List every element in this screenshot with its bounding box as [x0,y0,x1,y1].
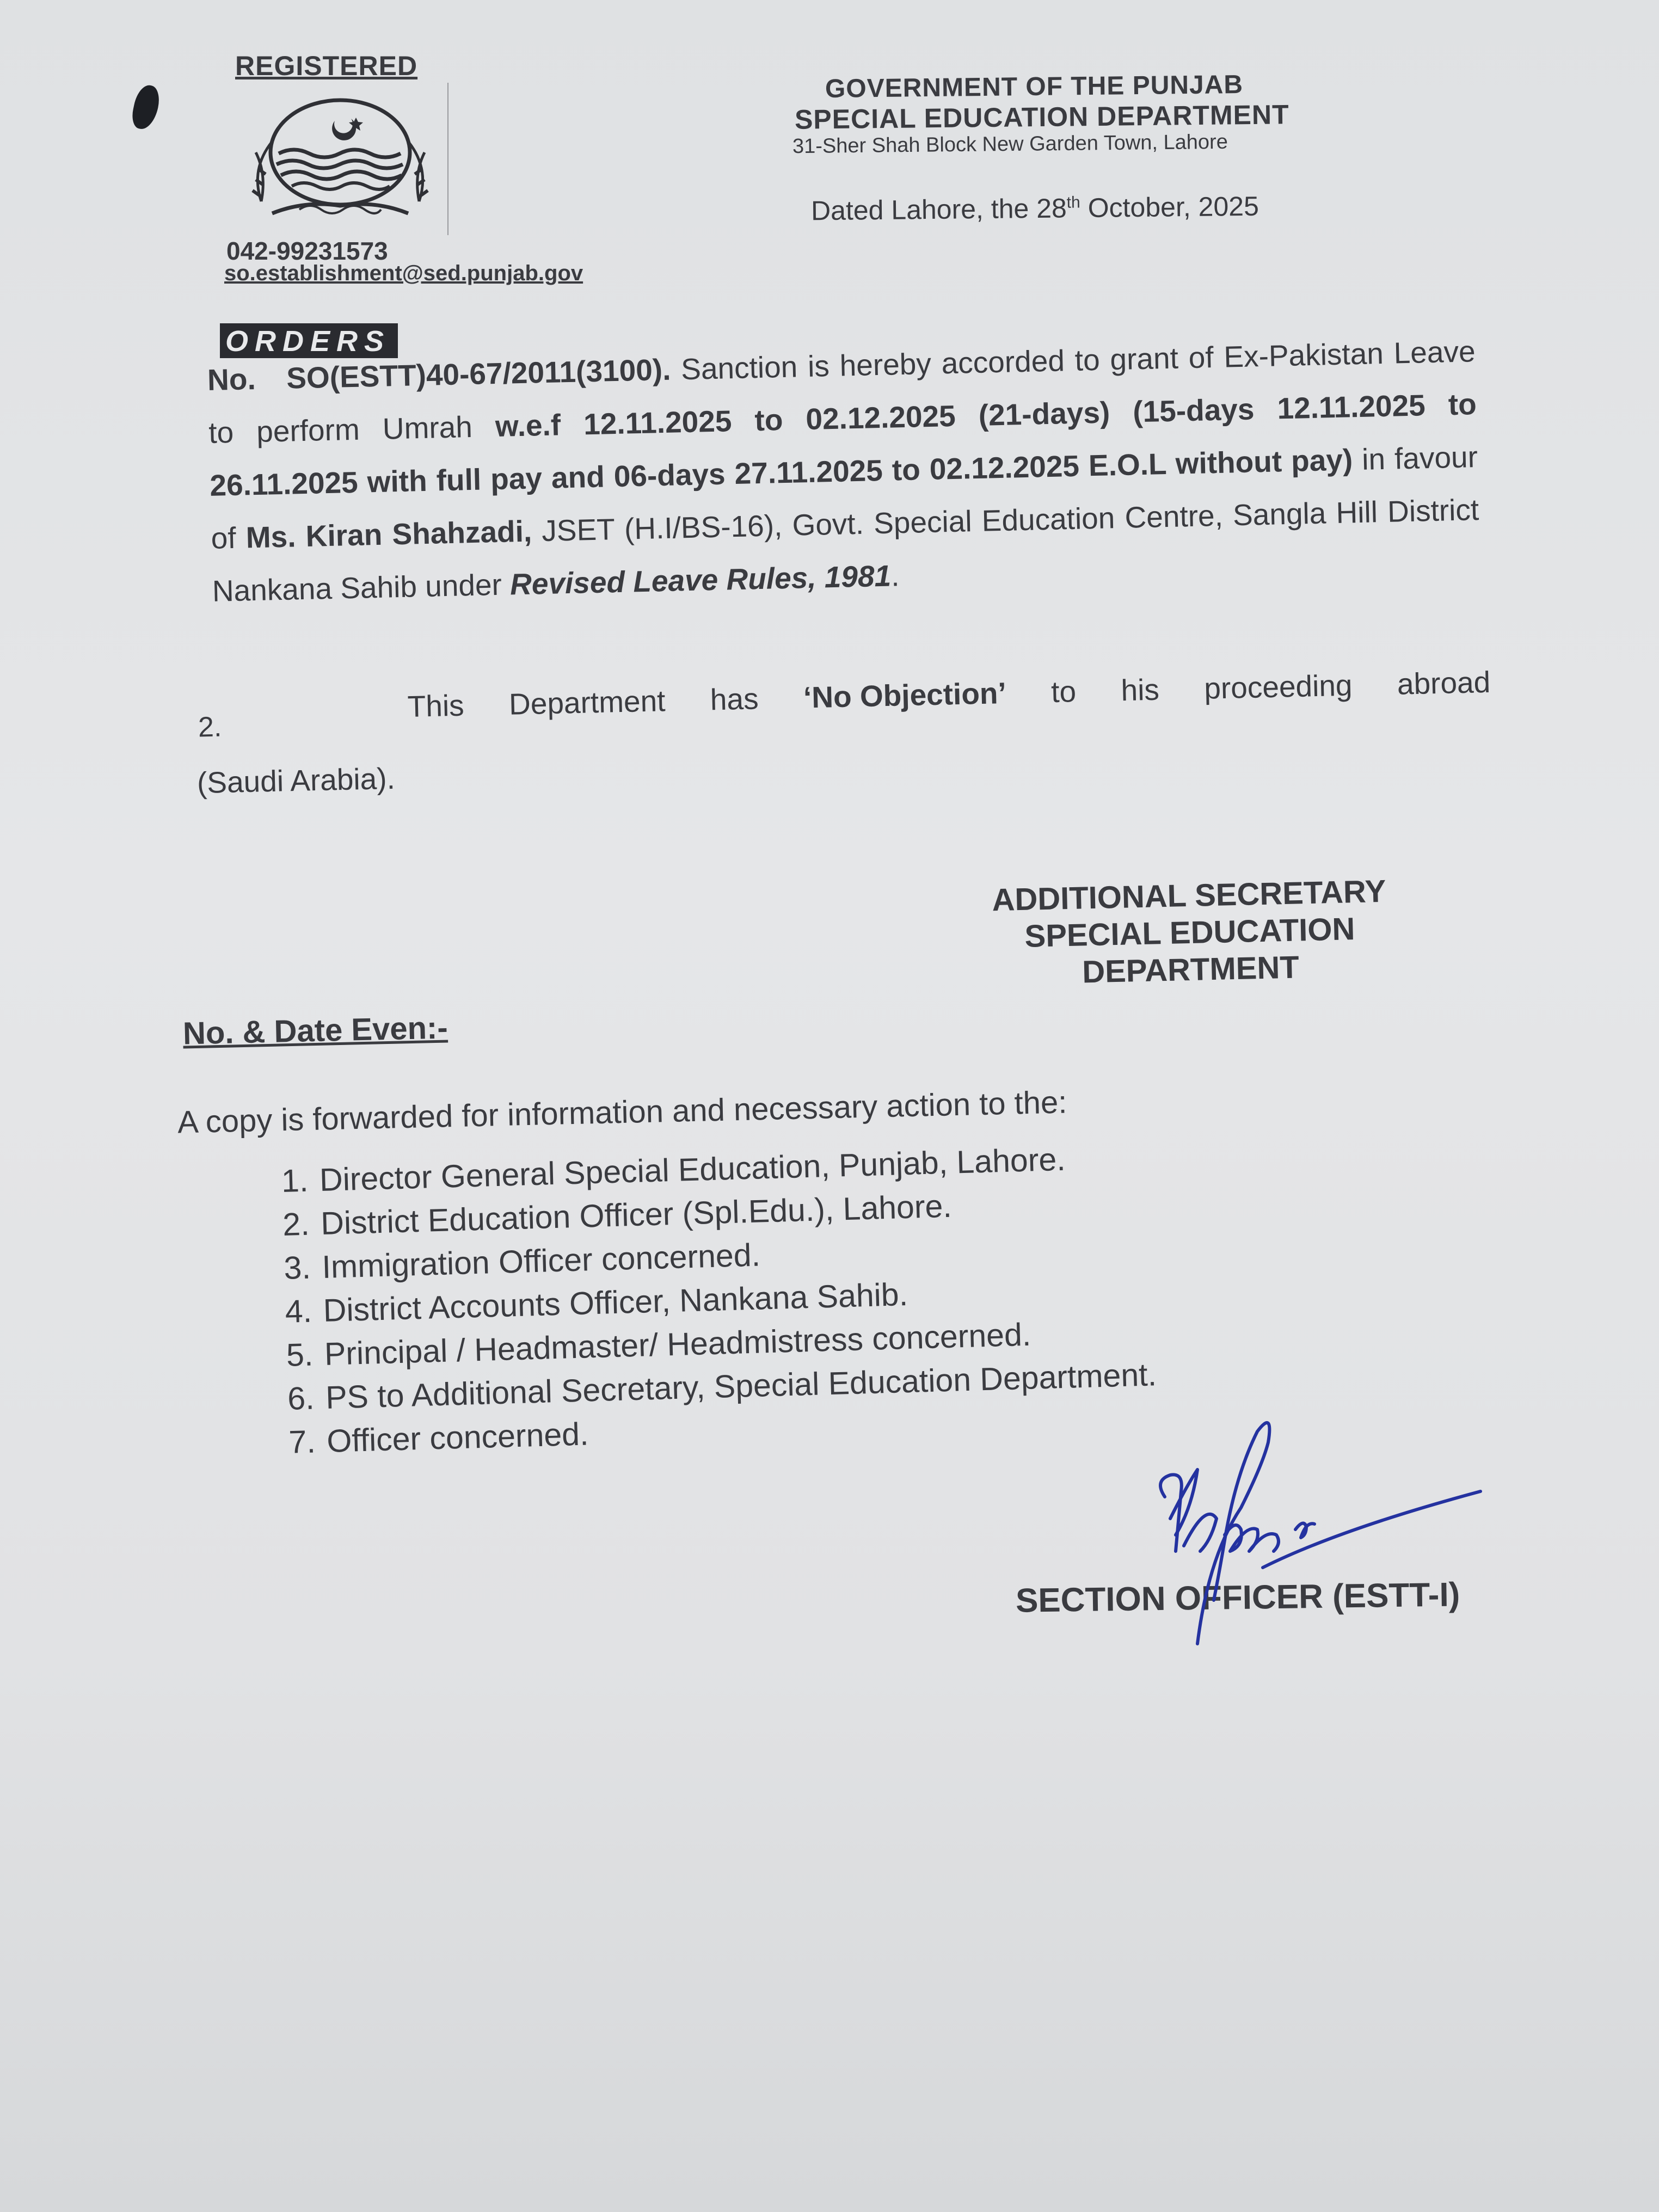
copy-forwarded-text: A copy is forwarded for information and necessary action to the: [177,1084,1068,1140]
list-item: 3. Immigration Officer concerned. [283,1237,761,1286]
email-address[interactable]: so.establishment@sed.punjab.gov [224,261,583,285]
no-date-even-heading: No. & Date Even:- [182,1010,448,1052]
order-paragraph-2: This Department has ‘No Objection’ to his proceeding abroad [407,665,1491,723]
order-paragraph-1: No. SO(ESTT)40-67/2011(3100). Sanction is hereby accorded to grant of Ex-Pakistan Leave to perform Umrah w.e.f 12.11.2025 to 02.12.2025 (21-days) (15-days 12.11.2025 to 26.11.2025 with full pay and 06-days 27.11.2025 to 02.12.2025 E.O.L without pay) in favour of Ms. Kiran Shahzadi, JSET (H.I/BS-16), Govt. Special Education Centre, Sangla Hill District Nankana Sahib under Revised Leave Rules, 1981. [207,334,1479,608]
section-officer-title: SECTION OFFICER (ESTT-I) [1015,1576,1460,1620]
header-divider [447,83,448,235]
government-title: GOVERNMENT OF THE PUNJAB [825,70,1244,104]
paragraph-2-continuation: (Saudi Arabia). [196,761,396,800]
list-item: 5. Principal / Headmaster/ Headmistress concerned. [286,1316,1032,1373]
phone-number: 042-99231573 [226,237,388,265]
punjab-emblem-icon [239,93,441,234]
recipient-list [281,1135,1158,1464]
letter-date: Dated Lahore, the 28th October, 2025 [810,191,1259,226]
list-item: 1. Director General Special Education, Punjab, Lahore. [281,1141,1066,1199]
orders-heading: ORDERS [220,323,398,358]
handwritten-signature-icon [1132,1404,1486,1698]
list-item: 2. District Education Officer (Spl.Edu.), Lahore. [282,1188,953,1243]
ink-blot [130,83,162,131]
paragraph-2-number: 2. [198,711,223,744]
department-title: SPECIAL EDUCATION DEPARTMENT [794,99,1289,135]
list-item: 7. Officer concerned. [288,1416,589,1460]
list-item: 4. District Accounts Officer, Nankana Sahib. [284,1276,908,1330]
registered-label: REGISTERED [235,51,418,81]
additional-secretary-block: ADDITIONAL SECRETARY SPECIAL EDUCATION DEPARTMENT [991,873,1387,990]
list-item: 6. PS to Additional Secretary, Special Education Department. [287,1356,1157,1417]
department-address: 31-Sher Shah Block New Garden Town, Lahore [792,130,1228,158]
